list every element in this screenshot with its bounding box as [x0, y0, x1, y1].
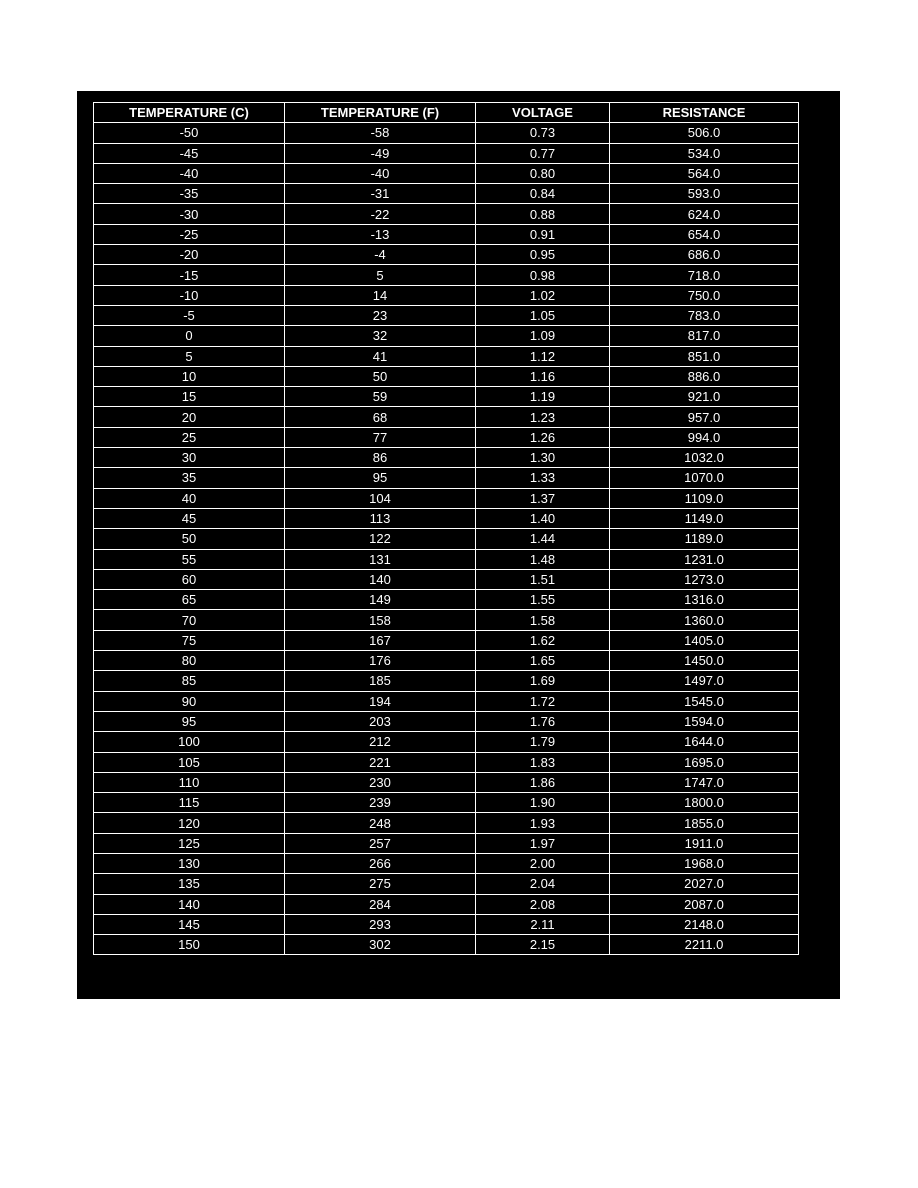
cell-temperature-c: 150: [94, 935, 285, 955]
cell-resistance: 1070.0: [610, 468, 799, 488]
cell-temperature-f: 5: [285, 265, 476, 285]
table-row: [94, 651, 799, 671]
cell-voltage: 2.11: [476, 914, 610, 934]
cell-temperature-f: 41: [285, 346, 476, 366]
cell-temperature-f: 212: [285, 732, 476, 752]
header-temperature-f: TEMPERATURE (F): [285, 103, 476, 123]
cell-resistance: 1450.0: [610, 651, 799, 671]
cell-voltage: 1.26: [476, 427, 610, 447]
cell-voltage: 1.86: [476, 772, 610, 792]
cell-voltage: 1.58: [476, 610, 610, 630]
cell-temperature-c: 0: [94, 326, 285, 346]
table-row: [94, 204, 799, 224]
cell-voltage: 1.02: [476, 285, 610, 305]
cell-voltage: 1.44: [476, 529, 610, 549]
table-row: [94, 833, 799, 853]
cell-temperature-c: 40: [94, 488, 285, 508]
table-row: [94, 894, 799, 914]
cell-resistance: 817.0: [610, 326, 799, 346]
cell-temperature-f: 23: [285, 305, 476, 325]
cell-temperature-c: 55: [94, 549, 285, 569]
cell-voltage: 1.72: [476, 691, 610, 711]
cell-temperature-c: -25: [94, 224, 285, 244]
table-row: [94, 468, 799, 488]
table-row: [94, 305, 799, 325]
table-row: [94, 407, 799, 427]
cell-temperature-f: 266: [285, 853, 476, 873]
cell-voltage: 2.00: [476, 853, 610, 873]
cell-temperature-f: 176: [285, 651, 476, 671]
table-row: [94, 529, 799, 549]
cell-temperature-f: 104: [285, 488, 476, 508]
cell-temperature-f: 221: [285, 752, 476, 772]
cell-temperature-c: -30: [94, 204, 285, 224]
cell-temperature-c: 100: [94, 732, 285, 752]
cell-voltage: 1.90: [476, 793, 610, 813]
cell-voltage: 1.48: [476, 549, 610, 569]
cell-resistance: 564.0: [610, 163, 799, 183]
cell-voltage: 1.97: [476, 833, 610, 853]
cell-temperature-f: -58: [285, 123, 476, 143]
cell-resistance: 686.0: [610, 245, 799, 265]
cell-resistance: 750.0: [610, 285, 799, 305]
table-row: [94, 853, 799, 873]
cell-voltage: 1.83: [476, 752, 610, 772]
cell-voltage: 0.77: [476, 143, 610, 163]
table-row: [94, 163, 799, 183]
table-body: [94, 123, 799, 955]
table-row: [94, 508, 799, 528]
table-row: [94, 610, 799, 630]
cell-temperature-c: 80: [94, 651, 285, 671]
cell-temperature-c: 10: [94, 366, 285, 386]
cell-temperature-c: 130: [94, 853, 285, 873]
cell-resistance: 1189.0: [610, 529, 799, 549]
cell-resistance: 921.0: [610, 387, 799, 407]
cell-temperature-c: 50: [94, 529, 285, 549]
cell-voltage: 2.08: [476, 894, 610, 914]
table-row: [94, 427, 799, 447]
cell-temperature-f: 68: [285, 407, 476, 427]
cell-voltage: 1.79: [476, 732, 610, 752]
table-row: [94, 793, 799, 813]
cell-temperature-c: 145: [94, 914, 285, 934]
cell-resistance: 1855.0: [610, 813, 799, 833]
cell-resistance: 1545.0: [610, 691, 799, 711]
cell-voltage: 1.33: [476, 468, 610, 488]
cell-voltage: 1.12: [476, 346, 610, 366]
cell-voltage: 2.04: [476, 874, 610, 894]
cell-temperature-c: 45: [94, 508, 285, 528]
table-row: [94, 549, 799, 569]
cell-temperature-c: -20: [94, 245, 285, 265]
table-row: [94, 326, 799, 346]
table-row: [94, 569, 799, 589]
header-resistance: RESISTANCE: [610, 103, 799, 123]
cell-voltage: 1.09: [476, 326, 610, 346]
cell-temperature-f: -4: [285, 245, 476, 265]
cell-temperature-f: 302: [285, 935, 476, 955]
table-row: [94, 265, 799, 285]
cell-resistance: 506.0: [610, 123, 799, 143]
cell-temperature-c: -35: [94, 184, 285, 204]
table-row: [94, 346, 799, 366]
table-row: [94, 711, 799, 731]
table-row: [94, 488, 799, 508]
cell-voltage: 1.16: [476, 366, 610, 386]
header-voltage: VOLTAGE: [476, 103, 610, 123]
table-row: [94, 874, 799, 894]
cell-resistance: 994.0: [610, 427, 799, 447]
cell-resistance: 624.0: [610, 204, 799, 224]
table-row: [94, 448, 799, 468]
cell-temperature-c: 65: [94, 590, 285, 610]
cell-temperature-c: 135: [94, 874, 285, 894]
cell-resistance: 593.0: [610, 184, 799, 204]
cell-temperature-f: 257: [285, 833, 476, 853]
cell-resistance: 851.0: [610, 346, 799, 366]
cell-voltage: 1.93: [476, 813, 610, 833]
cell-voltage: 1.62: [476, 630, 610, 650]
cell-resistance: 654.0: [610, 224, 799, 244]
table-row: [94, 772, 799, 792]
cell-voltage: 0.84: [476, 184, 610, 204]
cell-temperature-f: 275: [285, 874, 476, 894]
table-row: [94, 914, 799, 934]
cell-temperature-f: 113: [285, 508, 476, 528]
cell-temperature-c: 20: [94, 407, 285, 427]
cell-temperature-c: -10: [94, 285, 285, 305]
header-row: [94, 103, 799, 123]
table-row: [94, 123, 799, 143]
cell-temperature-f: -40: [285, 163, 476, 183]
cell-temperature-f: 284: [285, 894, 476, 914]
cell-temperature-f: 230: [285, 772, 476, 792]
cell-temperature-f: -31: [285, 184, 476, 204]
cell-voltage: 1.30: [476, 448, 610, 468]
cell-resistance: 718.0: [610, 265, 799, 285]
cell-resistance: 1316.0: [610, 590, 799, 610]
cell-resistance: 2148.0: [610, 914, 799, 934]
cell-temperature-c: -50: [94, 123, 285, 143]
cell-temperature-f: 149: [285, 590, 476, 610]
cell-temperature-c: 110: [94, 772, 285, 792]
temperature-voltage-resistance-table: [93, 102, 799, 955]
cell-temperature-c: -5: [94, 305, 285, 325]
cell-resistance: 1747.0: [610, 772, 799, 792]
table-row: [94, 143, 799, 163]
cell-temperature-c: 140: [94, 894, 285, 914]
table-row: [94, 366, 799, 386]
cell-voltage: 1.55: [476, 590, 610, 610]
cell-resistance: 886.0: [610, 366, 799, 386]
cell-temperature-c: 95: [94, 711, 285, 731]
cell-temperature-f: 293: [285, 914, 476, 934]
cell-resistance: 1149.0: [610, 508, 799, 528]
cell-temperature-c: -45: [94, 143, 285, 163]
cell-temperature-f: 32: [285, 326, 476, 346]
header-temperature-c: TEMPERATURE (C): [94, 103, 285, 123]
cell-temperature-f: 50: [285, 366, 476, 386]
table-row: [94, 387, 799, 407]
cell-temperature-f: -22: [285, 204, 476, 224]
cell-temperature-c: 90: [94, 691, 285, 711]
cell-temperature-c: 30: [94, 448, 285, 468]
cell-temperature-c: 35: [94, 468, 285, 488]
cell-temperature-f: 122: [285, 529, 476, 549]
cell-temperature-f: 77: [285, 427, 476, 447]
cell-resistance: 957.0: [610, 407, 799, 427]
cell-resistance: 2087.0: [610, 894, 799, 914]
cell-resistance: 1911.0: [610, 833, 799, 853]
cell-resistance: 1594.0: [610, 711, 799, 731]
cell-resistance: 1273.0: [610, 569, 799, 589]
cell-temperature-f: 239: [285, 793, 476, 813]
cell-temperature-f: 158: [285, 610, 476, 630]
table-row: [94, 691, 799, 711]
cell-voltage: 1.69: [476, 671, 610, 691]
cell-resistance: 1800.0: [610, 793, 799, 813]
cell-resistance: 1032.0: [610, 448, 799, 468]
cell-voltage: 2.15: [476, 935, 610, 955]
cell-temperature-f: -13: [285, 224, 476, 244]
cell-voltage: 1.76: [476, 711, 610, 731]
cell-voltage: 0.98: [476, 265, 610, 285]
cell-voltage: 0.73: [476, 123, 610, 143]
table-row: [94, 590, 799, 610]
cell-voltage: 1.51: [476, 569, 610, 589]
table-row: [94, 630, 799, 650]
cell-resistance: 1968.0: [610, 853, 799, 873]
table-panel: [77, 91, 840, 999]
cell-temperature-c: 125: [94, 833, 285, 853]
cell-voltage: 1.40: [476, 508, 610, 528]
cell-resistance: 2211.0: [610, 935, 799, 955]
cell-voltage: 1.23: [476, 407, 610, 427]
table-row: [94, 732, 799, 752]
cell-temperature-f: 248: [285, 813, 476, 833]
cell-temperature-f: 86: [285, 448, 476, 468]
cell-temperature-f: 140: [285, 569, 476, 589]
cell-voltage: 1.37: [476, 488, 610, 508]
cell-voltage: 0.95: [476, 245, 610, 265]
table-row: [94, 935, 799, 955]
cell-voltage: 0.80: [476, 163, 610, 183]
cell-resistance: 1231.0: [610, 549, 799, 569]
cell-temperature-c: 105: [94, 752, 285, 772]
table-row: [94, 184, 799, 204]
cell-temperature-c: 25: [94, 427, 285, 447]
cell-temperature-c: 75: [94, 630, 285, 650]
cell-temperature-f: 95: [285, 468, 476, 488]
table-row: [94, 752, 799, 772]
cell-resistance: 1497.0: [610, 671, 799, 691]
cell-temperature-c: -40: [94, 163, 285, 183]
cell-resistance: 783.0: [610, 305, 799, 325]
cell-resistance: 2027.0: [610, 874, 799, 894]
cell-resistance: 1695.0: [610, 752, 799, 772]
cell-temperature-c: 85: [94, 671, 285, 691]
cell-voltage: 1.19: [476, 387, 610, 407]
cell-temperature-c: 115: [94, 793, 285, 813]
cell-resistance: 1405.0: [610, 630, 799, 650]
cell-temperature-f: 203: [285, 711, 476, 731]
cell-temperature-f: 14: [285, 285, 476, 305]
cell-temperature-f: 185: [285, 671, 476, 691]
cell-temperature-f: 59: [285, 387, 476, 407]
cell-temperature-f: 194: [285, 691, 476, 711]
table-header: [94, 103, 799, 123]
table-row: [94, 245, 799, 265]
table-row: [94, 224, 799, 244]
cell-resistance: 1109.0: [610, 488, 799, 508]
cell-resistance: 534.0: [610, 143, 799, 163]
cell-voltage: 0.91: [476, 224, 610, 244]
cell-resistance: 1644.0: [610, 732, 799, 752]
table-row: [94, 813, 799, 833]
cell-resistance: 1360.0: [610, 610, 799, 630]
cell-temperature-c: 15: [94, 387, 285, 407]
cell-temperature-c: 70: [94, 610, 285, 630]
cell-temperature-c: 5: [94, 346, 285, 366]
cell-temperature-c: 60: [94, 569, 285, 589]
table-row: [94, 671, 799, 691]
table-row: [94, 285, 799, 305]
cell-voltage: 1.05: [476, 305, 610, 325]
cell-voltage: 1.65: [476, 651, 610, 671]
cell-temperature-f: 131: [285, 549, 476, 569]
cell-voltage: 0.88: [476, 204, 610, 224]
cell-temperature-c: -15: [94, 265, 285, 285]
cell-temperature-f: 167: [285, 630, 476, 650]
cell-temperature-c: 120: [94, 813, 285, 833]
cell-temperature-f: -49: [285, 143, 476, 163]
